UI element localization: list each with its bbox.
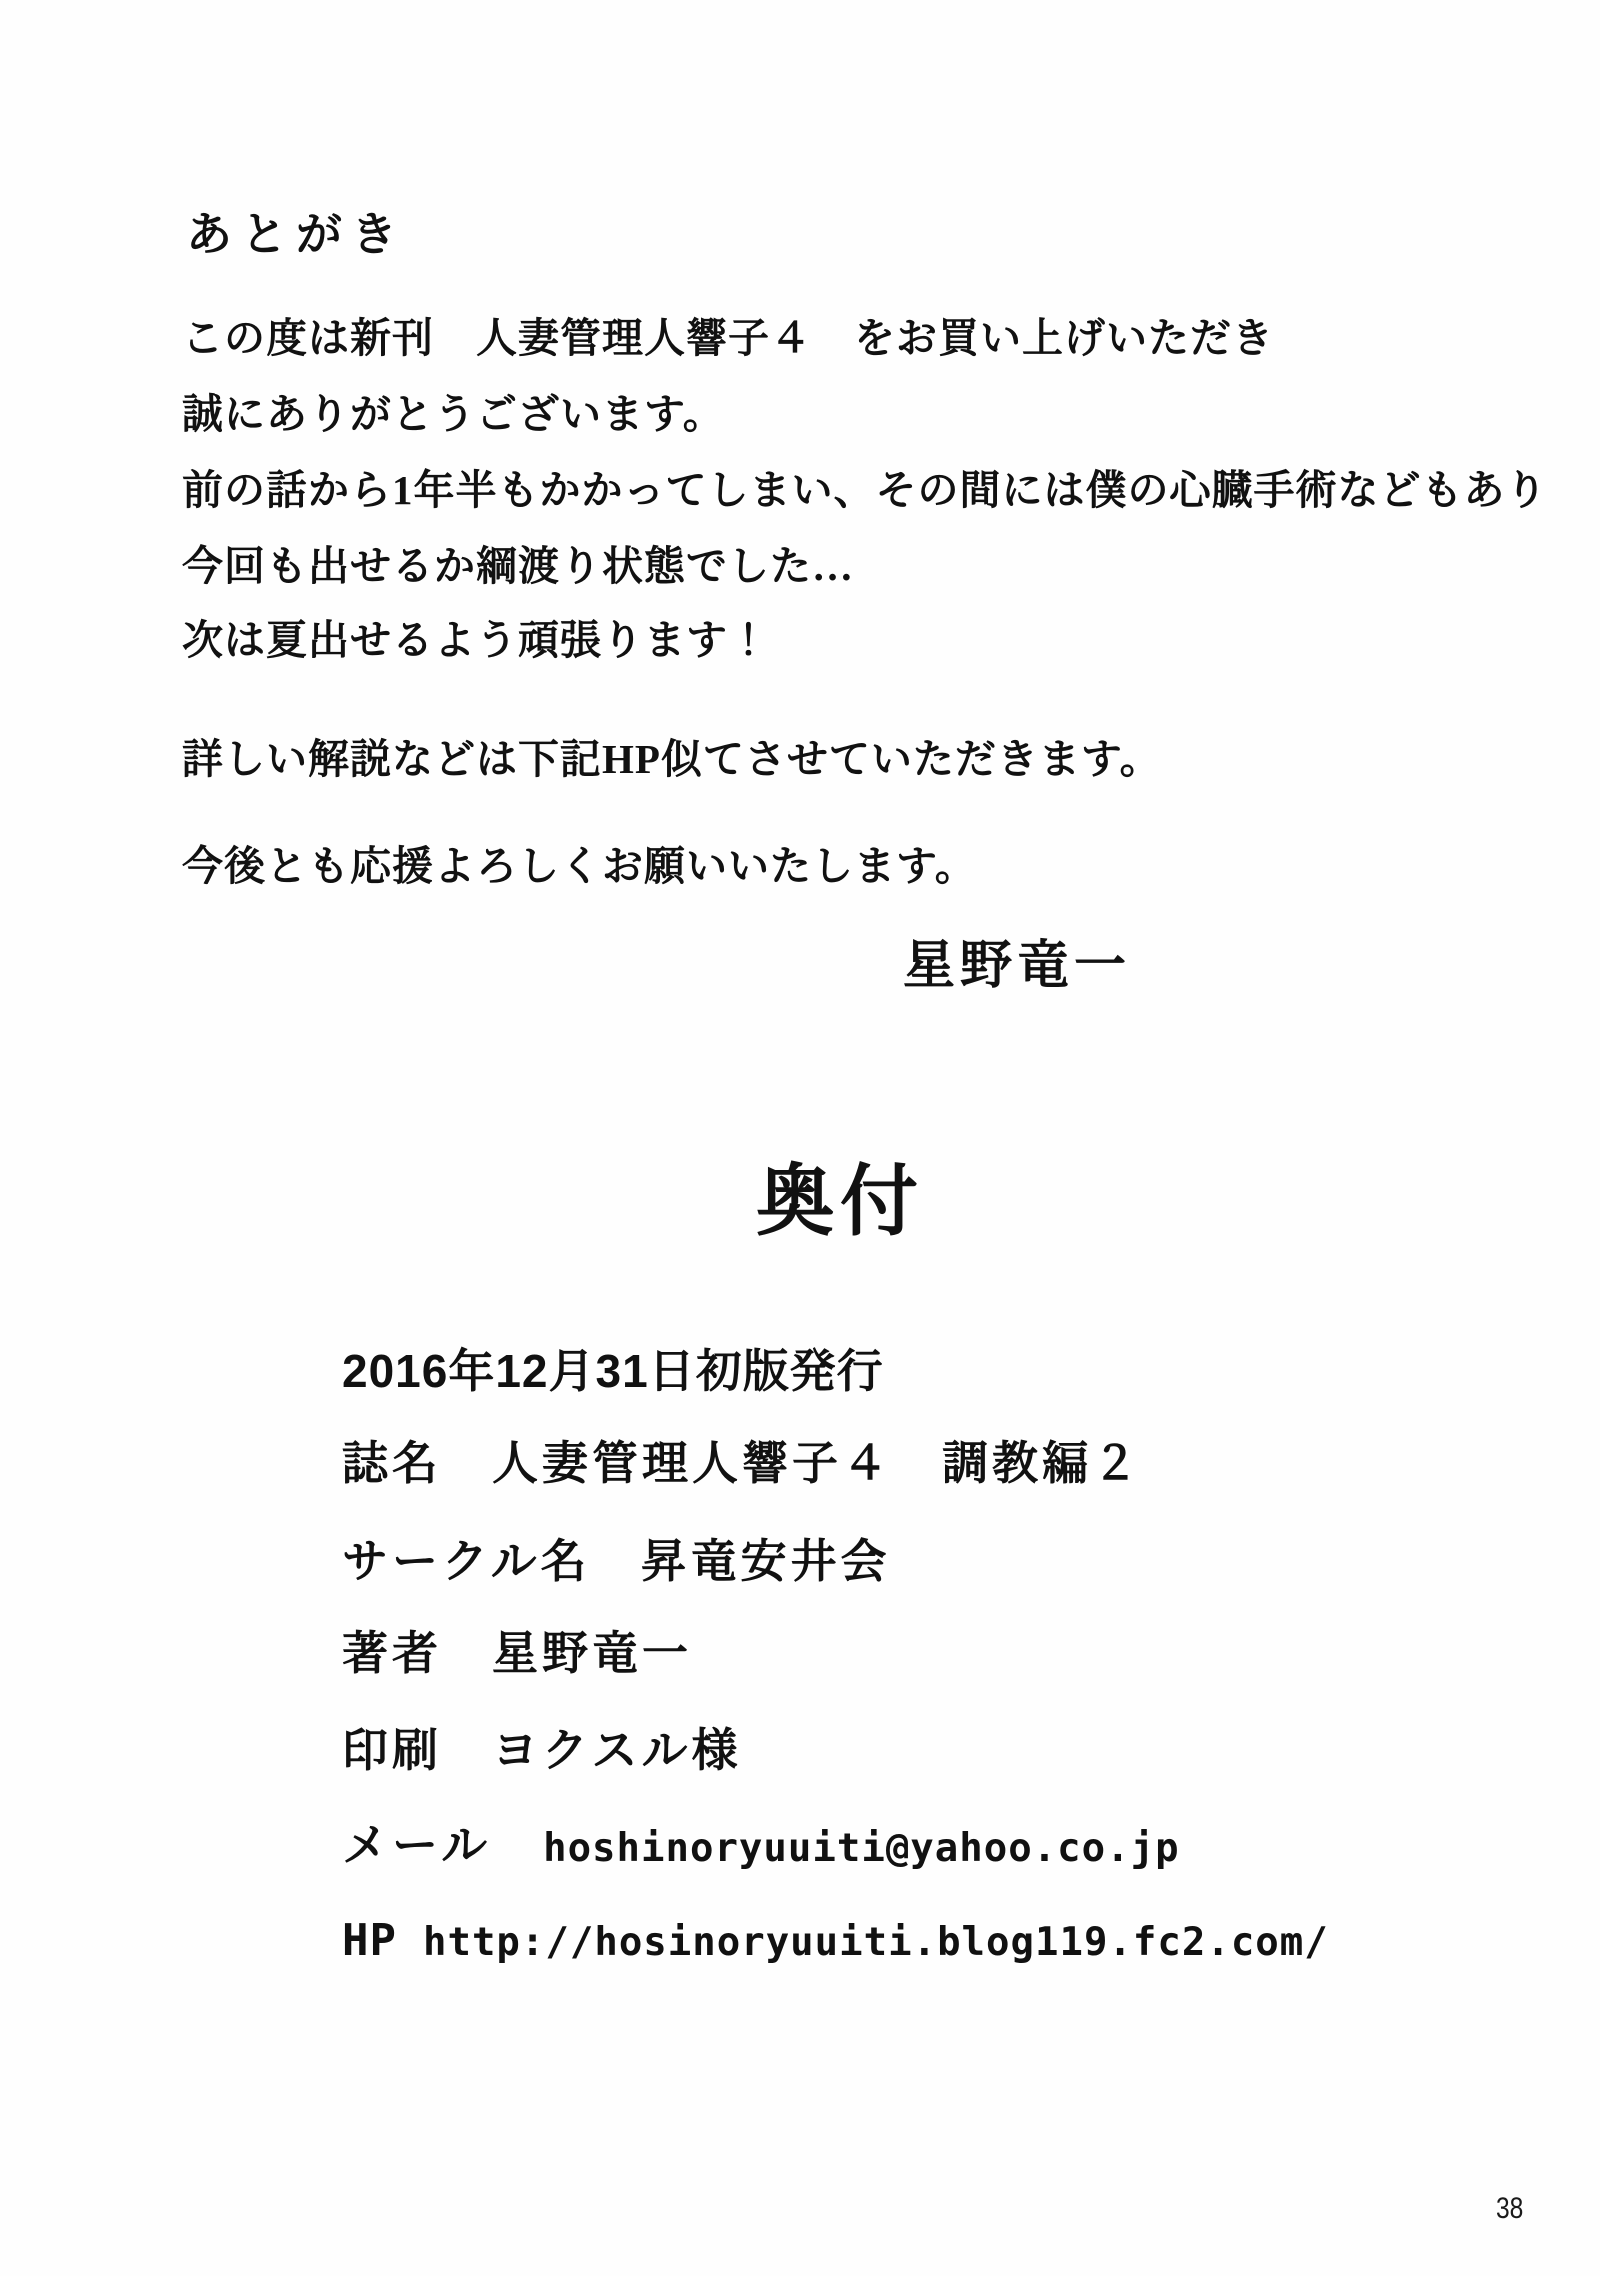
hp-url: http://hosinoryuuiti.blog119.fc2.com/ xyxy=(422,1920,1329,1965)
hp-label: HP xyxy=(342,1915,397,1966)
afterword-line-4: 今回も出せるか綱渡り状態でした… xyxy=(182,543,854,589)
colophon-author-line: 著者 星野竜一 xyxy=(342,1627,692,1679)
afterword-line-1: この度は新刊 人妻管理人響子４ をお買い上げいただき xyxy=(182,315,1274,361)
colophon-date-line: 2016年12月31日初版発行 xyxy=(342,1345,884,1397)
afterword-line-2: 誠にありがとうございます。 xyxy=(182,391,725,437)
afterword-line-3: 前の話から1年半もかかってしまい、その間には僕の心臓手術などもあり xyxy=(182,467,1548,513)
afterword-line-5: 次は夏出せるよう頑張ります！ xyxy=(182,617,770,663)
colophon-circle-line: サークル名 昇竜安井会 xyxy=(342,1535,891,1587)
author-signature: 星野竜一 xyxy=(903,937,1132,995)
afterword-title: あとがき xyxy=(186,209,406,260)
email-address: hoshinoryuuiti@yahoo.co.jp xyxy=(543,1826,1180,1871)
colophon-book-title-line: 誌名 人妻管理人響子４ 調教編２ xyxy=(342,1437,1142,1489)
colophon-email-line xyxy=(342,1819,1180,1871)
afterword-line-7: 今後とも応援よろしくお願いいたします。 xyxy=(182,843,977,889)
colophon-printer-line: 印刷 ヨクスル様 xyxy=(342,1724,742,1776)
colophon-hp-line xyxy=(342,1915,1329,1966)
email-label: メール xyxy=(342,1819,492,1871)
colophon-title: 奥付 xyxy=(756,1157,925,1245)
afterword-line-6: 詳しい解説などは下記HP似てさせていただきます。 xyxy=(182,736,1162,782)
page-number: 38 xyxy=(1496,2192,1524,2225)
